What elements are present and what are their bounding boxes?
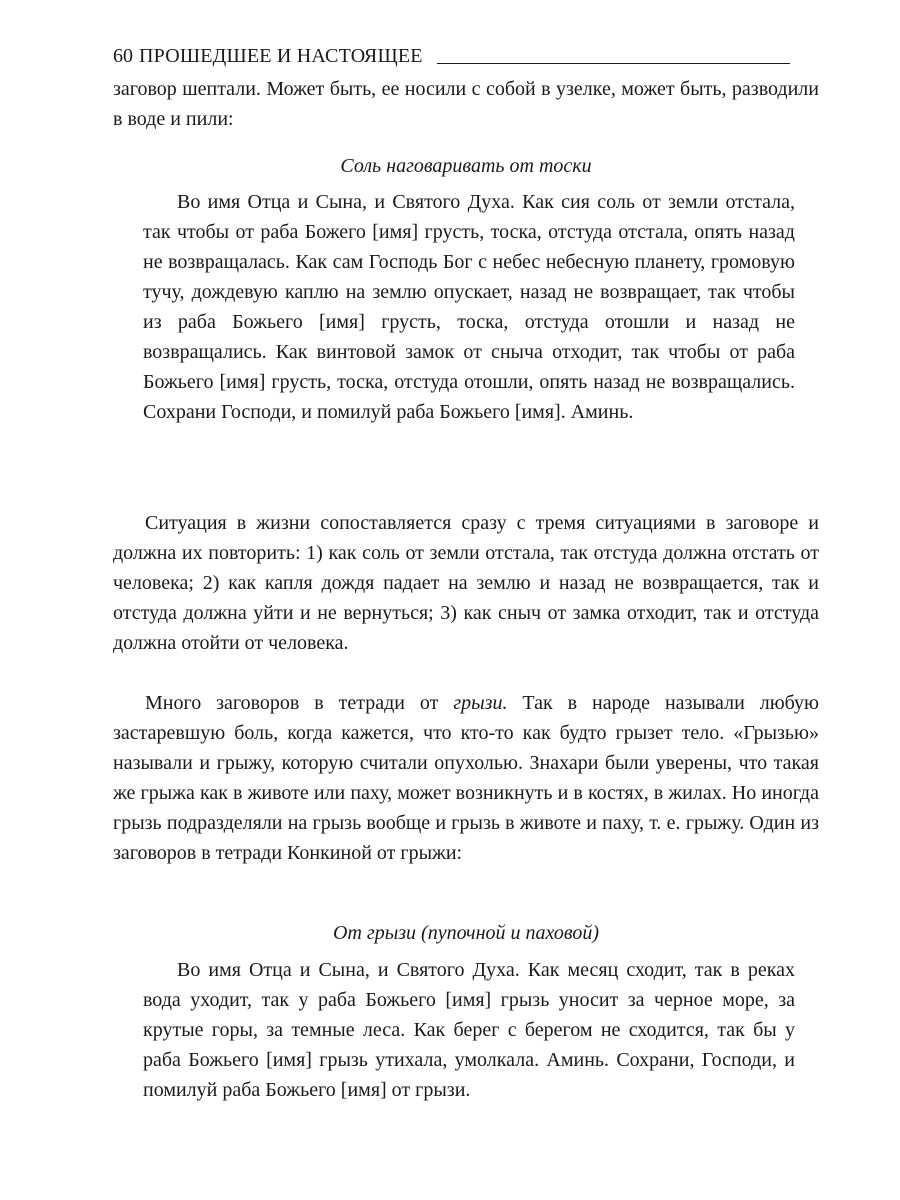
term-gryz: грызи. (453, 692, 508, 714)
header-rule (437, 63, 790, 64)
spell-title-gryz: От грызи (пупочной и паховой) (333, 922, 599, 944)
paragraph-intro: заговор шептали. Может быть, ее носили с собой в узелке, может быть, разводили в воде и пили: (113, 78, 819, 130)
paragraph-gryz (113, 688, 819, 868)
running-head-title: ПРОШЕДШЕЕ И НАСТОЯЩЕЕ (139, 45, 423, 67)
page-number: 60 (113, 45, 133, 67)
spell-text-gryz: Во имя Отца и Сына, и Святого Духа. Как месяц сходит, так в реках вода уходит, так у раба Божьего [имя] грызь уносит за черное море, за крутые горы, за темные леса. Как берег с берегом не сходится, так бы у раба Божьего [имя] грызь утихала, умолкала. Аминь. Сохрани, Господи, и помилуй раба Божьего [имя] от грызи. (143, 959, 795, 1101)
running-head (113, 40, 790, 68)
spell-text-salt: Во имя Отца и Сына, и Святого Духа. Как сия соль от земли отстала, так чтобы от раба Божего [имя] грусть, тоска, отстуда отстала, опять назад не возвращалась. Как сам Господь Бог с небес небесную планету, громовую тучу, дождевую каплю на землю опускает, назад не возвращает, так чтобы из раба Божьего [имя] грусть, тоска, отстуда отошли и назад не возвращались. Как винтовой замок от сныча отходит, так чтобы от раба Божьего [имя] грусть, тоска, отстуда отошли, опять назад не возвращались. Сохрани Господи, и помилуй раба Божьего [имя]. Аминь. (143, 191, 795, 423)
paragraph-situation: Ситуация в жизни сопоставляется сразу с тремя ситуациями в заговоре и должна их повторить: 1) как соль от земли отстала, так отстуда должна отстать от человека; 2) как капля дождя падает на землю и назад не возвращается, так и отстуда должна уйти и не вернуться; 3) как сныч от замка отходит, так и отстуда должна отойти от человека. (113, 512, 819, 654)
paragraph-gryz-after: Так в народе называли любую застаревшую боль, когда кажется, что кто-то как будто грызет тело. «Грызью» называли и грыжу, которую считали опухолью. Знахари были уверены, что такая же грыжа как в животе или паху, может возникнуть и в костях, в жилах. Но иногда грызь подразделяли на грызь вообще и грызь в животе и паху, т. е. грыжу. Один из заговоров в тетради Конкиной от грыжи: (113, 692, 819, 864)
spell-title-salt: Соль наговаривать от тоски (340, 155, 592, 177)
paragraph-gryz-before: Много заговоров в тетради от (145, 692, 454, 714)
